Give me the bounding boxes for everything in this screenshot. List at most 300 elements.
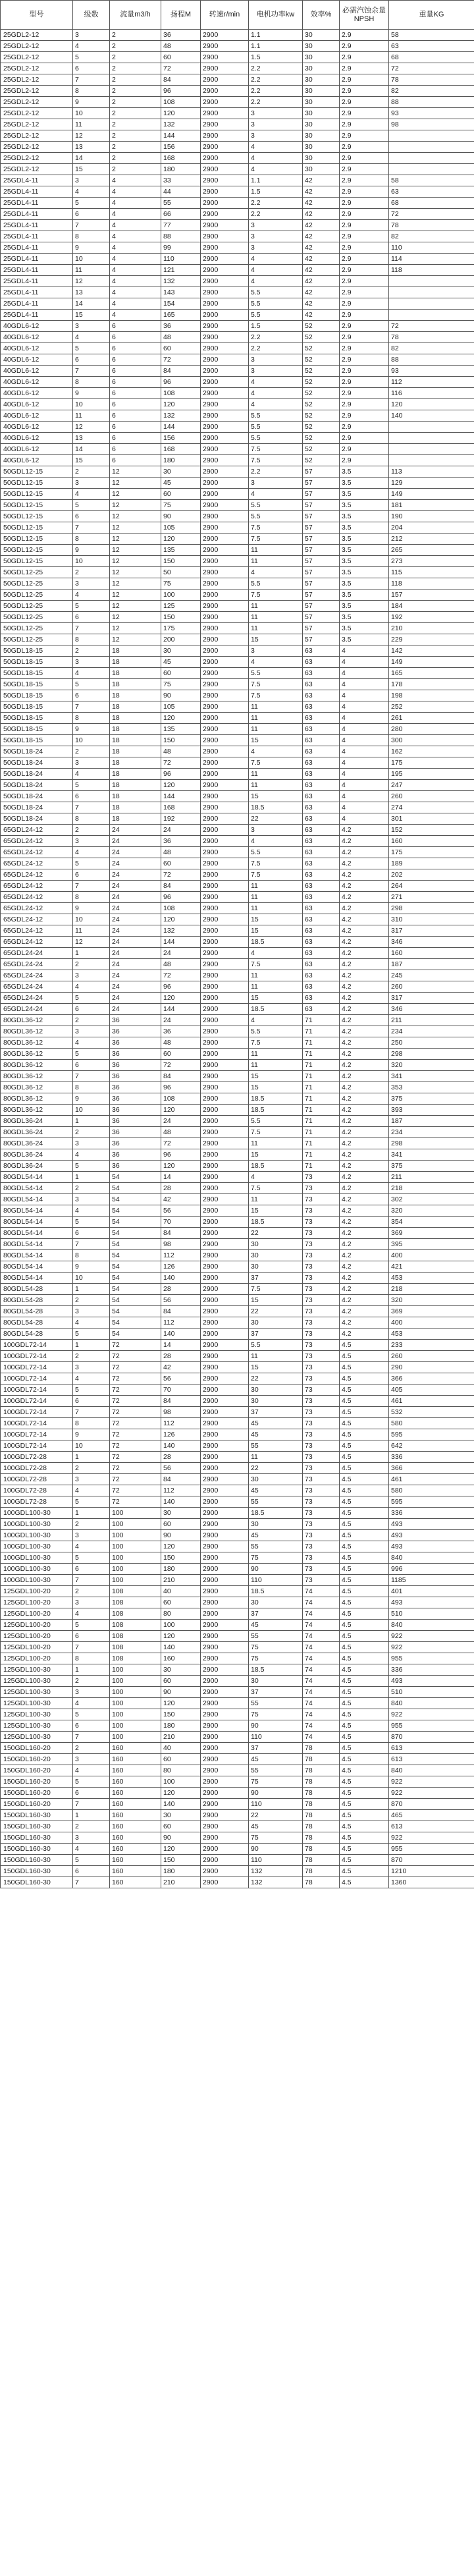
cell-stages: 5 <box>73 1776 110 1788</box>
cell-motor-power: 1.5 <box>249 52 303 63</box>
cell-flow: 18 <box>110 746 161 757</box>
table-row <box>1 1653 474 1664</box>
cell-npsh: 4 <box>340 780 389 791</box>
cell-head: 120 <box>161 993 201 1004</box>
cell-stages: 9 <box>73 1261 110 1273</box>
cell-head: 70 <box>161 1217 201 1228</box>
cell-stages: 3 <box>73 1306 110 1317</box>
cell-motor-power: 3 <box>249 242 303 254</box>
cell-efficiency: 57 <box>303 466 340 478</box>
cell-motor-power: 22 <box>249 1463 303 1474</box>
cell-motor-power: 45 <box>249 1620 303 1631</box>
header-head: 扬程M <box>161 1 201 30</box>
cell-flow: 6 <box>110 321 161 332</box>
table-row <box>1 780 474 791</box>
cell-npsh: 4.5 <box>340 1429 389 1440</box>
cell-head: 150 <box>161 1709 201 1720</box>
cell-speed: 2900 <box>201 1586 249 1597</box>
cell-weight: 290 <box>389 1362 474 1373</box>
cell-efficiency: 74 <box>303 1720 340 1732</box>
cell-motor-power: 37 <box>249 1329 303 1340</box>
cell-stages: 1 <box>73 1664 110 1676</box>
cell-stages: 10 <box>73 1273 110 1284</box>
cell-flow: 2 <box>110 41 161 52</box>
cell-head: 90 <box>161 690 201 701</box>
cell-flow: 108 <box>110 1631 161 1642</box>
cell-efficiency: 71 <box>303 1161 340 1172</box>
cell-efficiency: 63 <box>303 937 340 948</box>
cell-model: 80GDL54-14 <box>1 1239 73 1250</box>
cell-stages: 5 <box>73 1620 110 1631</box>
cell-motor-power: 18.5 <box>249 1004 303 1015</box>
cell-motor-power: 37 <box>249 1273 303 1284</box>
cell-weight: 510 <box>389 1687 474 1698</box>
cell-flow: 54 <box>110 1228 161 1239</box>
cell-npsh: 3.5 <box>340 511 389 522</box>
cell-weight: 152 <box>389 825 474 836</box>
cell-weight: 421 <box>389 1261 474 1273</box>
header-efficiency: 效率% <box>303 1 340 30</box>
cell-flow: 72 <box>110 1362 161 1373</box>
cell-head: 144 <box>161 130 201 142</box>
cell-model: 100GDL72-14 <box>1 1396 73 1407</box>
cell-efficiency: 74 <box>303 1698 340 1709</box>
cell-efficiency: 30 <box>303 108 340 119</box>
cell-stages: 1 <box>73 948 110 959</box>
cell-motor-power: 7.5 <box>249 757 303 769</box>
cell-flow: 72 <box>110 1440 161 1452</box>
cell-efficiency: 63 <box>303 735 340 746</box>
table-row <box>1 1877 474 1888</box>
cell-stages: 3 <box>73 1194 110 1205</box>
cell-motor-power: 7.5 <box>249 690 303 701</box>
cell-weight <box>389 130 474 142</box>
cell-efficiency: 71 <box>303 1060 340 1071</box>
cell-stages: 4 <box>73 1485 110 1496</box>
cell-npsh: 4.5 <box>340 1653 389 1664</box>
cell-stages: 6 <box>73 354 110 366</box>
cell-weight: 178 <box>389 679 474 690</box>
cell-efficiency: 71 <box>303 1037 340 1049</box>
cell-efficiency: 71 <box>303 1015 340 1026</box>
cell-stages: 5 <box>73 1217 110 1228</box>
cell-flow: 36 <box>110 1026 161 1037</box>
cell-model: 50GDL12-15 <box>1 511 73 522</box>
cell-efficiency: 73 <box>303 1295 340 1306</box>
cell-speed: 2900 <box>201 377 249 388</box>
cell-npsh: 2.9 <box>340 108 389 119</box>
cell-head: 28 <box>161 1183 201 1194</box>
cell-weight: 405 <box>389 1384 474 1396</box>
cell-flow: 2 <box>110 74 161 86</box>
cell-stages: 8 <box>73 1082 110 1093</box>
cell-npsh: 3.5 <box>340 623 389 634</box>
cell-stages: 6 <box>73 791 110 802</box>
cell-stages: 3 <box>73 970 110 981</box>
cell-stages: 9 <box>73 903 110 914</box>
cell-speed: 2900 <box>201 1127 249 1138</box>
cell-npsh: 4.2 <box>340 892 389 903</box>
table-row <box>1 1194 474 1205</box>
cell-npsh: 4.5 <box>340 1642 389 1653</box>
cell-efficiency: 42 <box>303 186 340 198</box>
table-row <box>1 1821 474 1832</box>
cell-stages: 5 <box>73 1855 110 1866</box>
cell-model: 125GDL100-30 <box>1 1720 73 1732</box>
cell-efficiency: 57 <box>303 511 340 522</box>
cell-speed: 2900 <box>201 1664 249 1676</box>
cell-efficiency: 30 <box>303 63 340 74</box>
cell-flow: 54 <box>110 1183 161 1194</box>
cell-weight: 115 <box>389 567 474 578</box>
table-row <box>1 1530 474 1541</box>
table-row <box>1 1127 474 1138</box>
cell-npsh: 4.2 <box>340 981 389 993</box>
cell-weight: 250 <box>389 1037 474 1049</box>
cell-motor-power: 55 <box>249 1631 303 1642</box>
cell-flow: 72 <box>110 1429 161 1440</box>
cell-npsh: 4.2 <box>340 1306 389 1317</box>
table-row <box>1 500 474 511</box>
table-row <box>1 534 474 545</box>
cell-motor-power: 11 <box>249 1060 303 1071</box>
cell-speed: 2900 <box>201 276 249 287</box>
cell-flow: 100 <box>110 1541 161 1552</box>
cell-head: 30 <box>161 1664 201 1676</box>
cell-model: 125GDL100-30 <box>1 1709 73 1720</box>
cell-weight: 613 <box>389 1743 474 1754</box>
cell-head: 88 <box>161 231 201 242</box>
cell-efficiency: 73 <box>303 1530 340 1541</box>
cell-npsh: 4.2 <box>340 825 389 836</box>
cell-stages: 12 <box>73 937 110 948</box>
cell-head: 80 <box>161 1608 201 1620</box>
cell-head: 72 <box>161 354 201 366</box>
cell-efficiency: 78 <box>303 1743 340 1754</box>
cell-flow: 108 <box>110 1620 161 1631</box>
cell-stages: 9 <box>73 388 110 399</box>
cell-model: 150GDL160-20 <box>1 1765 73 1776</box>
cell-efficiency: 63 <box>303 981 340 993</box>
cell-head: 120 <box>161 1698 201 1709</box>
cell-efficiency: 73 <box>303 1552 340 1564</box>
cell-head: 112 <box>161 1317 201 1329</box>
cell-head: 14 <box>161 1172 201 1183</box>
cell-flow: 72 <box>110 1407 161 1418</box>
cell-flow: 24 <box>110 948 161 959</box>
cell-efficiency: 42 <box>303 209 340 220</box>
cell-stages: 3 <box>73 657 110 668</box>
cell-npsh: 4.5 <box>340 1676 389 1687</box>
cell-model: 100GDL72-14 <box>1 1429 73 1440</box>
cell-motor-power: 3 <box>249 366 303 377</box>
cell-efficiency: 63 <box>303 701 340 713</box>
cell-speed: 2900 <box>201 1105 249 1116</box>
cell-flow: 160 <box>110 1855 161 1866</box>
cell-efficiency: 42 <box>303 198 340 209</box>
cell-motor-power: 11 <box>249 1049 303 1060</box>
cell-model: 100GDL100-30 <box>1 1530 73 1541</box>
cell-stages: 6 <box>73 1228 110 1239</box>
cell-model: 50GDL18-15 <box>1 724 73 735</box>
cell-weight: 204 <box>389 522 474 534</box>
cell-flow: 12 <box>110 634 161 645</box>
cell-flow: 54 <box>110 1261 161 1273</box>
table-row <box>1 993 474 1004</box>
cell-stages: 8 <box>73 1653 110 1664</box>
cell-head: 60 <box>161 1597 201 1608</box>
cell-stages: 7 <box>73 74 110 86</box>
cell-motor-power: 11 <box>249 545 303 556</box>
cell-head: 90 <box>161 1687 201 1698</box>
cell-weight: 320 <box>389 1295 474 1306</box>
table-row <box>1 108 474 119</box>
cell-npsh: 4.5 <box>340 1396 389 1407</box>
cell-speed: 2900 <box>201 175 249 186</box>
cell-head: 100 <box>161 589 201 601</box>
cell-npsh: 4.5 <box>340 1474 389 1485</box>
cell-flow: 54 <box>110 1284 161 1295</box>
cell-weight: 922 <box>389 1709 474 1720</box>
cell-stages: 6 <box>73 1060 110 1071</box>
cell-flow: 160 <box>110 1754 161 1765</box>
cell-efficiency: 63 <box>303 847 340 858</box>
cell-flow: 54 <box>110 1172 161 1183</box>
cell-weight: 165 <box>389 668 474 679</box>
cell-model: 50GDL12-25 <box>1 623 73 634</box>
cell-head: 33 <box>161 175 201 186</box>
cell-stages: 4 <box>73 1317 110 1329</box>
cell-stages: 5 <box>73 1709 110 1720</box>
cell-model: 65GDL24-12 <box>1 937 73 948</box>
cell-speed: 2900 <box>201 1093 249 1105</box>
table-row <box>1 97 474 108</box>
cell-head: 210 <box>161 1575 201 1586</box>
cell-model: 50GDL18-24 <box>1 802 73 813</box>
cell-model: 125GDL100-30 <box>1 1676 73 1687</box>
cell-model: 50GDL12-15 <box>1 478 73 489</box>
cell-speed: 2900 <box>201 511 249 522</box>
cell-weight <box>389 276 474 287</box>
cell-motor-power: 7.5 <box>249 1037 303 1049</box>
cell-model: 25GDL4-11 <box>1 220 73 231</box>
cell-speed: 2900 <box>201 892 249 903</box>
cell-stages: 8 <box>73 534 110 545</box>
cell-flow: 4 <box>110 298 161 310</box>
cell-flow: 12 <box>110 612 161 623</box>
cell-motor-power: 22 <box>249 1228 303 1239</box>
cell-npsh: 4.5 <box>340 1799 389 1810</box>
cell-head: 84 <box>161 1228 201 1239</box>
cell-stages: 1 <box>73 1116 110 1127</box>
cell-model: 25GDL4-11 <box>1 198 73 209</box>
cell-motor-power: 15 <box>249 993 303 1004</box>
cell-stages: 5 <box>73 601 110 612</box>
cell-model: 125GDL100-30 <box>1 1664 73 1676</box>
cell-efficiency: 73 <box>303 1194 340 1205</box>
table-row <box>1 1429 474 1440</box>
cell-flow: 72 <box>110 1340 161 1351</box>
cell-npsh: 4.2 <box>340 948 389 959</box>
cell-speed: 2900 <box>201 545 249 556</box>
cell-npsh: 4.5 <box>340 1844 389 1855</box>
cell-head: 98 <box>161 1407 201 1418</box>
table-row <box>1 444 474 455</box>
cell-speed: 2900 <box>201 1261 249 1273</box>
cell-flow: 12 <box>110 466 161 478</box>
cell-motor-power: 37 <box>249 1687 303 1698</box>
table-row <box>1 522 474 534</box>
table-row <box>1 937 474 948</box>
cell-motor-power: 90 <box>249 1564 303 1575</box>
cell-stages: 5 <box>73 780 110 791</box>
cell-model: 65GDL24-24 <box>1 981 73 993</box>
cell-head: 120 <box>161 914 201 925</box>
cell-efficiency: 42 <box>303 175 340 186</box>
cell-weight: 336 <box>389 1452 474 1463</box>
cell-stages: 4 <box>73 769 110 780</box>
cell-motor-power: 5.5 <box>249 511 303 522</box>
cell-model: 65GDL24-24 <box>1 959 73 970</box>
cell-motor-power: 45 <box>249 1418 303 1429</box>
cell-motor-power: 11 <box>249 1138 303 1149</box>
cell-flow: 12 <box>110 601 161 612</box>
cell-speed: 2900 <box>201 1250 249 1261</box>
cell-efficiency: 30 <box>303 164 340 175</box>
cell-head: 96 <box>161 1149 201 1161</box>
cell-stages: 6 <box>73 690 110 701</box>
cell-npsh: 2.9 <box>340 321 389 332</box>
cell-speed: 2900 <box>201 1877 249 1888</box>
cell-speed: 2900 <box>201 1597 249 1608</box>
cell-stages: 5 <box>73 343 110 354</box>
cell-motor-power: 3 <box>249 231 303 242</box>
cell-speed: 2900 <box>201 265 249 276</box>
cell-stages: 1 <box>73 1810 110 1821</box>
cell-npsh: 4.5 <box>340 1463 389 1474</box>
cell-model: 25GDL4-11 <box>1 276 73 287</box>
table-row <box>1 209 474 220</box>
table-row <box>1 556 474 567</box>
cell-speed: 2900 <box>201 1329 249 1340</box>
cell-speed: 2900 <box>201 198 249 209</box>
cell-stages: 3 <box>73 757 110 769</box>
cell-efficiency: 42 <box>303 254 340 265</box>
cell-efficiency: 73 <box>303 1340 340 1351</box>
cell-npsh: 4.2 <box>340 1239 389 1250</box>
cell-flow: 4 <box>110 276 161 287</box>
cell-speed: 2900 <box>201 847 249 858</box>
cell-flow: 18 <box>110 645 161 657</box>
cell-weight: 336 <box>389 1664 474 1676</box>
cell-stages: 4 <box>73 489 110 500</box>
cell-flow: 108 <box>110 1653 161 1664</box>
cell-motor-power: 4 <box>249 388 303 399</box>
cell-model: 125GDL100-20 <box>1 1620 73 1631</box>
cell-npsh: 4.5 <box>340 1620 389 1631</box>
cell-weight <box>389 433 474 444</box>
cell-efficiency: 78 <box>303 1810 340 1821</box>
cell-model: 50GDL18-24 <box>1 791 73 802</box>
cell-motor-power: 55 <box>249 1698 303 1709</box>
table-row <box>1 321 474 332</box>
cell-weight: 184 <box>389 601 474 612</box>
table-row <box>1 825 474 836</box>
cell-model: 50GDL12-25 <box>1 567 73 578</box>
cell-weight: 189 <box>389 858 474 869</box>
cell-stages: 3 <box>73 1362 110 1373</box>
cell-head: 48 <box>161 41 201 52</box>
cell-flow: 72 <box>110 1396 161 1407</box>
cell-efficiency: 78 <box>303 1866 340 1877</box>
cell-efficiency: 73 <box>303 1474 340 1485</box>
cell-motor-power: 30 <box>249 1396 303 1407</box>
cell-flow: 2 <box>110 153 161 164</box>
cell-weight: 375 <box>389 1161 474 1172</box>
table-row <box>1 175 474 186</box>
cell-head: 121 <box>161 265 201 276</box>
cell-efficiency: 57 <box>303 556 340 567</box>
table-row <box>1 1217 474 1228</box>
cell-speed: 2900 <box>201 1217 249 1228</box>
cell-npsh: 4.2 <box>340 1071 389 1082</box>
cell-stages: 3 <box>73 321 110 332</box>
cell-npsh: 2.9 <box>340 164 389 175</box>
cell-flow: 12 <box>110 534 161 545</box>
cell-npsh: 4.5 <box>340 1452 389 1463</box>
cell-stages: 3 <box>73 1026 110 1037</box>
cell-head: 66 <box>161 209 201 220</box>
cell-weight: 98 <box>389 119 474 130</box>
cell-efficiency: 73 <box>303 1396 340 1407</box>
cell-head: 96 <box>161 769 201 780</box>
cell-motor-power: 3 <box>249 130 303 142</box>
cell-model: 65GDL24-12 <box>1 847 73 858</box>
cell-weight: 195 <box>389 769 474 780</box>
cell-flow: 18 <box>110 735 161 746</box>
cell-head: 80 <box>161 1765 201 1776</box>
cell-head: 24 <box>161 948 201 959</box>
cell-stages: 2 <box>73 1183 110 1194</box>
cell-efficiency: 73 <box>303 1317 340 1329</box>
table-row <box>1 41 474 52</box>
cell-motor-power: 7.5 <box>249 522 303 534</box>
cell-head: 36 <box>161 836 201 847</box>
cell-head: 144 <box>161 791 201 802</box>
cell-npsh: 2.9 <box>340 63 389 74</box>
cell-npsh: 4.2 <box>340 1049 389 1060</box>
cell-speed: 2900 <box>201 1720 249 1732</box>
cell-model: 25GDL2-12 <box>1 153 73 164</box>
cell-motor-power: 45 <box>249 1530 303 1541</box>
cell-weight <box>389 298 474 310</box>
cell-efficiency: 78 <box>303 1754 340 1765</box>
cell-npsh: 2.9 <box>340 52 389 63</box>
cell-npsh: 2.9 <box>340 220 389 231</box>
cell-motor-power: 110 <box>249 1855 303 1866</box>
cell-npsh: 4.2 <box>340 1295 389 1306</box>
cell-head: 180 <box>161 455 201 466</box>
cell-efficiency: 74 <box>303 1687 340 1698</box>
cell-weight: 82 <box>389 231 474 242</box>
cell-flow: 4 <box>110 198 161 209</box>
cell-efficiency: 57 <box>303 545 340 556</box>
cell-flow: 54 <box>110 1250 161 1261</box>
cell-speed: 2900 <box>201 836 249 847</box>
cell-weight: 149 <box>389 657 474 668</box>
cell-efficiency: 73 <box>303 1496 340 1508</box>
cell-efficiency: 71 <box>303 1026 340 1037</box>
